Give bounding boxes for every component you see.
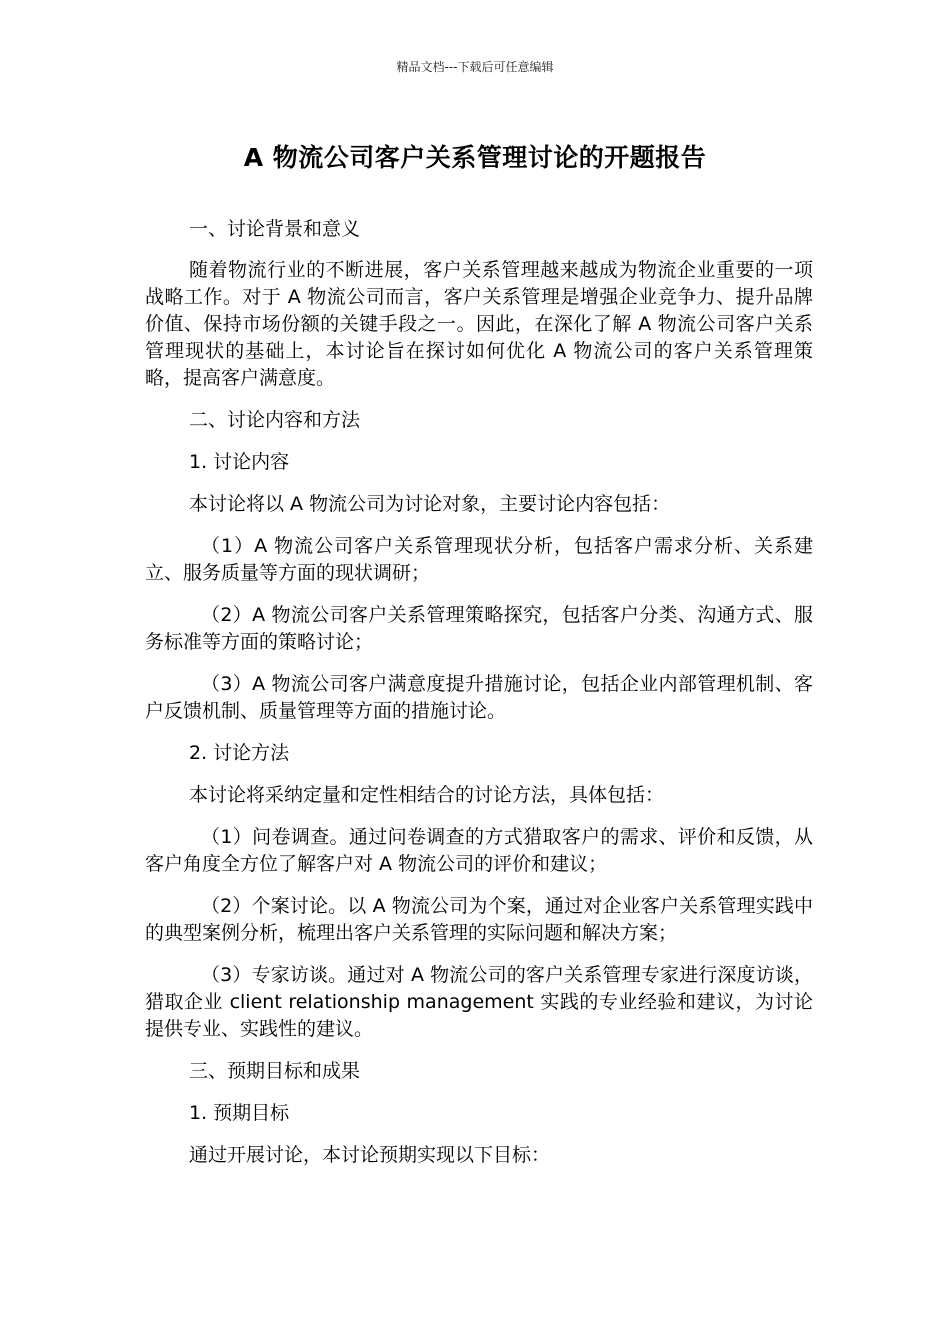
list-item: （1）A 物流公司客户关系管理现状分析，包括客户需求分析、关系建立、服务质量等方面的现状调研； — [145, 535, 813, 584]
paragraph: 本讨论将采纳定量和定性相结合的讨论方法，具体包括： — [189, 784, 665, 806]
paragraph: 随着物流行业的不断进展，客户关系管理越来越成为物流企业重要的一项战略工作。对于 A 物流公司而言，客户关系管理是增强企业竞争力、提升品牌价值、保持市场份额的关键手段之一。因此，在深化了解 A 物流公司客户关系管理现状的基础上，本讨论旨在探讨如何优化 A 物流公司的客户关系管理策略，提高客户满意度。 — [145, 259, 813, 389]
page-header: 精品文档---下载后可任意编辑 — [396, 60, 554, 74]
section-heading: 三、预期目标和成果 — [189, 1060, 361, 1082]
document-body — [145, 216, 813, 1184]
subsection-heading: 1. 讨论内容 — [189, 451, 290, 473]
list-item: （3）专家访谈。通过对 A 物流公司的客户关系管理专家进行深度访谈，猎取企业 client relationship management 实践的专业经验和建议，为讨论提供专业、实践性的建议。 — [145, 964, 813, 1040]
paragraph: 本讨论将以 A 物流公司为讨论对象，主要讨论内容包括： — [189, 493, 671, 515]
subsection-heading: 1. 预期目标 — [189, 1102, 290, 1124]
subsection-heading: 2. 讨论方法 — [189, 742, 290, 764]
list-item: （2）A 物流公司客户关系管理策略探究，包括客户分类、沟通方式、服务标准等方面的策略讨论； — [145, 604, 813, 653]
section-heading: 二、讨论内容和方法 — [189, 409, 361, 431]
paragraph: 通过开展讨论，本讨论预期实现以下目标： — [189, 1144, 551, 1166]
document-title: A 物流公司客户关系管理讨论的开题报告 — [243, 143, 707, 172]
list-item: （1）问卷调查。通过问卷调查的方式猎取客户的需求、评价和反馈，从客户角度全方位了解客户对 A 物流公司的评价和建议； — [145, 826, 813, 875]
list-item: （2）个案讨论。以 A 物流公司为个案，通过对企业客户关系管理实践中的典型案例分析，梳理出客户关系管理的实际问题和解决方案； — [145, 895, 813, 944]
list-item: （3）A 物流公司客户满意度提升措施讨论，包括企业内部管理机制、客户反馈机制、质量管理等方面的措施讨论。 — [145, 673, 813, 722]
section-heading: 一、讨论背景和意义 — [189, 218, 361, 240]
